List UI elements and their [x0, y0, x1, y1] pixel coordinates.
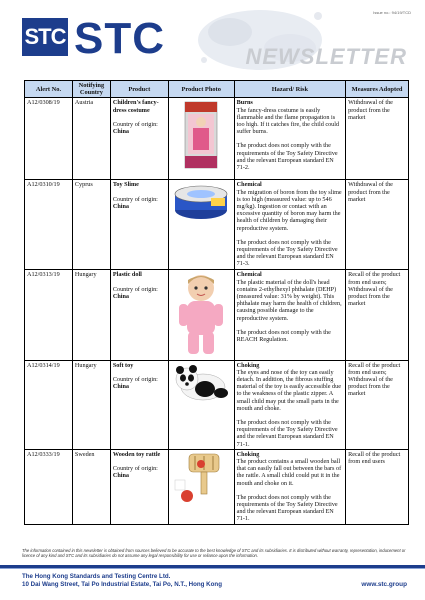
hazard-cell: [234, 360, 345, 449]
hazard-compliance: The product does not comply with the requirements of the Toy Safety Directive and the relevant European standard EN 71-2.: [236, 142, 338, 172]
product-name: Wooden toy rattle: [112, 450, 161, 458]
photo-cell: [168, 180, 234, 270]
notifying-country: Austria: [72, 98, 110, 180]
alert-no: A12/0308/19: [25, 98, 73, 180]
origin-value: China: [112, 202, 130, 210]
hazard-description: The migration of boron from the toy slime is too high (measured value: up to 546 mg/kg). Ingestion or contact with an excessive quantity of boron may harm the health of children by damaging their reproductive system.: [236, 188, 342, 232]
product-name: Soft toy: [112, 361, 134, 369]
table-header-row: [25, 81, 409, 98]
hazard-description: The fancy-dress costume is easily flammable and the flame propagation is too high. If it catches fire, the child could suffer burns.: [236, 106, 340, 136]
measures-adopted: Recall of the product from end users; Withdrawal of the product from the market: [346, 270, 409, 360]
hazard-compliance: The product does not comply with the requirements of the Toy Safety Directive and the relevant European standard EN 71-1.: [236, 493, 338, 523]
product-name: Plastic doll: [112, 271, 142, 279]
origin-label: Country of origin:: [112, 285, 158, 293]
slime-container-photo: [171, 182, 231, 222]
measures-adopted: Recall of the product from end users; Withdrawal of the product from the market: [346, 360, 409, 449]
product-cell: [110, 270, 168, 360]
hazard-title: Chemical: [236, 181, 262, 189]
notifying-country: Hungary: [72, 360, 110, 449]
alert-no: A12/0310/19: [25, 180, 73, 270]
hazard-compliance: The product does not comply with the requirements of the Toy Safety Directive and the relevant European standard EN 71-3.: [236, 238, 338, 268]
company-address: 10 Dai Wang Street, Tai Po Industrial Estate, Tai Po, N.T., Hong Kong: [22, 581, 222, 588]
header-hazard-risk: Hazard/ Risk: [234, 81, 345, 98]
hazard-description: The plastic material of the doll's head contains 2-ethylhexyl phthalate (DEHP) (measured value: 31% by weight). This phthalate may harm the health of children, causing possible damage to the reproductive system.: [236, 278, 342, 322]
hazard-cell: [234, 270, 345, 360]
product-cell: [110, 360, 168, 449]
company-name: The Hong Kong Standards and Testing Centre Ltd.: [22, 573, 171, 580]
photo-cell: [168, 449, 234, 524]
panda-soft-toy-photo: [171, 363, 231, 403]
origin-label: Country of origin:: [112, 465, 158, 473]
newsletter-title: NEWSLETTER: [245, 44, 407, 69]
hazard-cell: [234, 180, 345, 270]
hazard-cell: [234, 98, 345, 180]
origin-value: China: [112, 292, 130, 300]
alerts-table: [24, 80, 409, 525]
origin-label: Country of origin:: [112, 195, 158, 203]
hazard-title: Choking: [236, 450, 260, 458]
product-cell: [110, 180, 168, 270]
photo-cell: [168, 98, 234, 180]
header-measures-adopted: Measures Adopted: [346, 81, 409, 98]
header-product-photo: Product Photo: [168, 81, 234, 98]
table-row: [25, 270, 409, 360]
origin-value: China: [112, 128, 130, 136]
table-row: [25, 180, 409, 270]
photo-cell: [168, 270, 234, 360]
doll-photo: [171, 272, 231, 356]
notifying-country: Hungary: [72, 270, 110, 360]
table-row: [25, 98, 409, 180]
header-alert-no: Alert No.: [25, 81, 73, 98]
origin-label: Country of origin:: [112, 375, 158, 383]
hazard-compliance: The product does not comply with the REACH Regulation.: [236, 328, 331, 344]
origin-value: China: [112, 472, 130, 480]
product-name: Children's fancy-dress costume: [112, 99, 159, 114]
photo-cell: [168, 360, 234, 449]
hazard-compliance: The product does not comply with the requirements of the Toy Safety Directive and the relevant European standard EN 71-1.: [236, 419, 338, 448]
hazard-title: Choking: [236, 361, 260, 369]
product-cell: [110, 98, 168, 180]
table-row: [25, 360, 409, 449]
header-product: Product: [110, 81, 168, 98]
issue-number: Issue no.: 94/19/TCD: [373, 10, 411, 15]
origin-label: Country of origin:: [112, 120, 158, 128]
notifying-country: Cyprus: [72, 180, 110, 270]
notifying-country: Sweden: [72, 449, 110, 524]
product-name: Toy Slime: [112, 181, 139, 189]
footer-divider-thin: [0, 568, 425, 569]
table-row: [25, 449, 409, 524]
hazard-description: The eyes and nose of the toy can easily detach. In addition, the fibrous stuffing material of the toy is easily accessible due to the weakness of the plastic zipper. A small child may put the small parts in the mouth and choke.: [236, 368, 341, 412]
website-link[interactable]: www.stc.group: [361, 581, 407, 588]
hazard-title: Chemical: [236, 271, 262, 279]
alert-no: A12/0314/19: [25, 360, 73, 449]
stc-logo-mark: STC: [22, 18, 68, 56]
costume-package-photo: [171, 100, 231, 170]
hazard-description: The product contains a small wooden ball that can easily fall out between the bars of the rattle. A small child could put it in the mouth and choke on it.: [236, 458, 342, 487]
alert-no: A12/0333/19: [25, 449, 73, 524]
wooden-rattle-photo: [171, 452, 231, 506]
hazard-cell: [234, 449, 345, 524]
disclaimer: The information contained in this newsletter is obtained from sources believed to be accurate to the best knowledge of STC and its subsidiaries. It is distributed without warranty, representation, inducement or licence of any kind and STC and its subsidiaries do not assume any legal responsibility for use or reliance upon the information.: [22, 548, 406, 558]
newsletter-header: [0, 0, 425, 80]
product-cell: [110, 449, 168, 524]
company-info: [22, 573, 222, 589]
origin-value: China: [112, 383, 130, 391]
alert-no: A12/0313/19: [25, 270, 73, 360]
measures-adopted: Withdrawal of the product from the market: [346, 180, 409, 270]
stc-logo-text: STC: [74, 14, 165, 63]
measures-adopted: Recall of the product from end users: [346, 449, 409, 524]
header-notifying-country: Notifying Country: [72, 81, 110, 98]
hazard-title: Burns: [236, 99, 253, 107]
measures-adopted: Withdrawal of the product from the market: [346, 98, 409, 180]
